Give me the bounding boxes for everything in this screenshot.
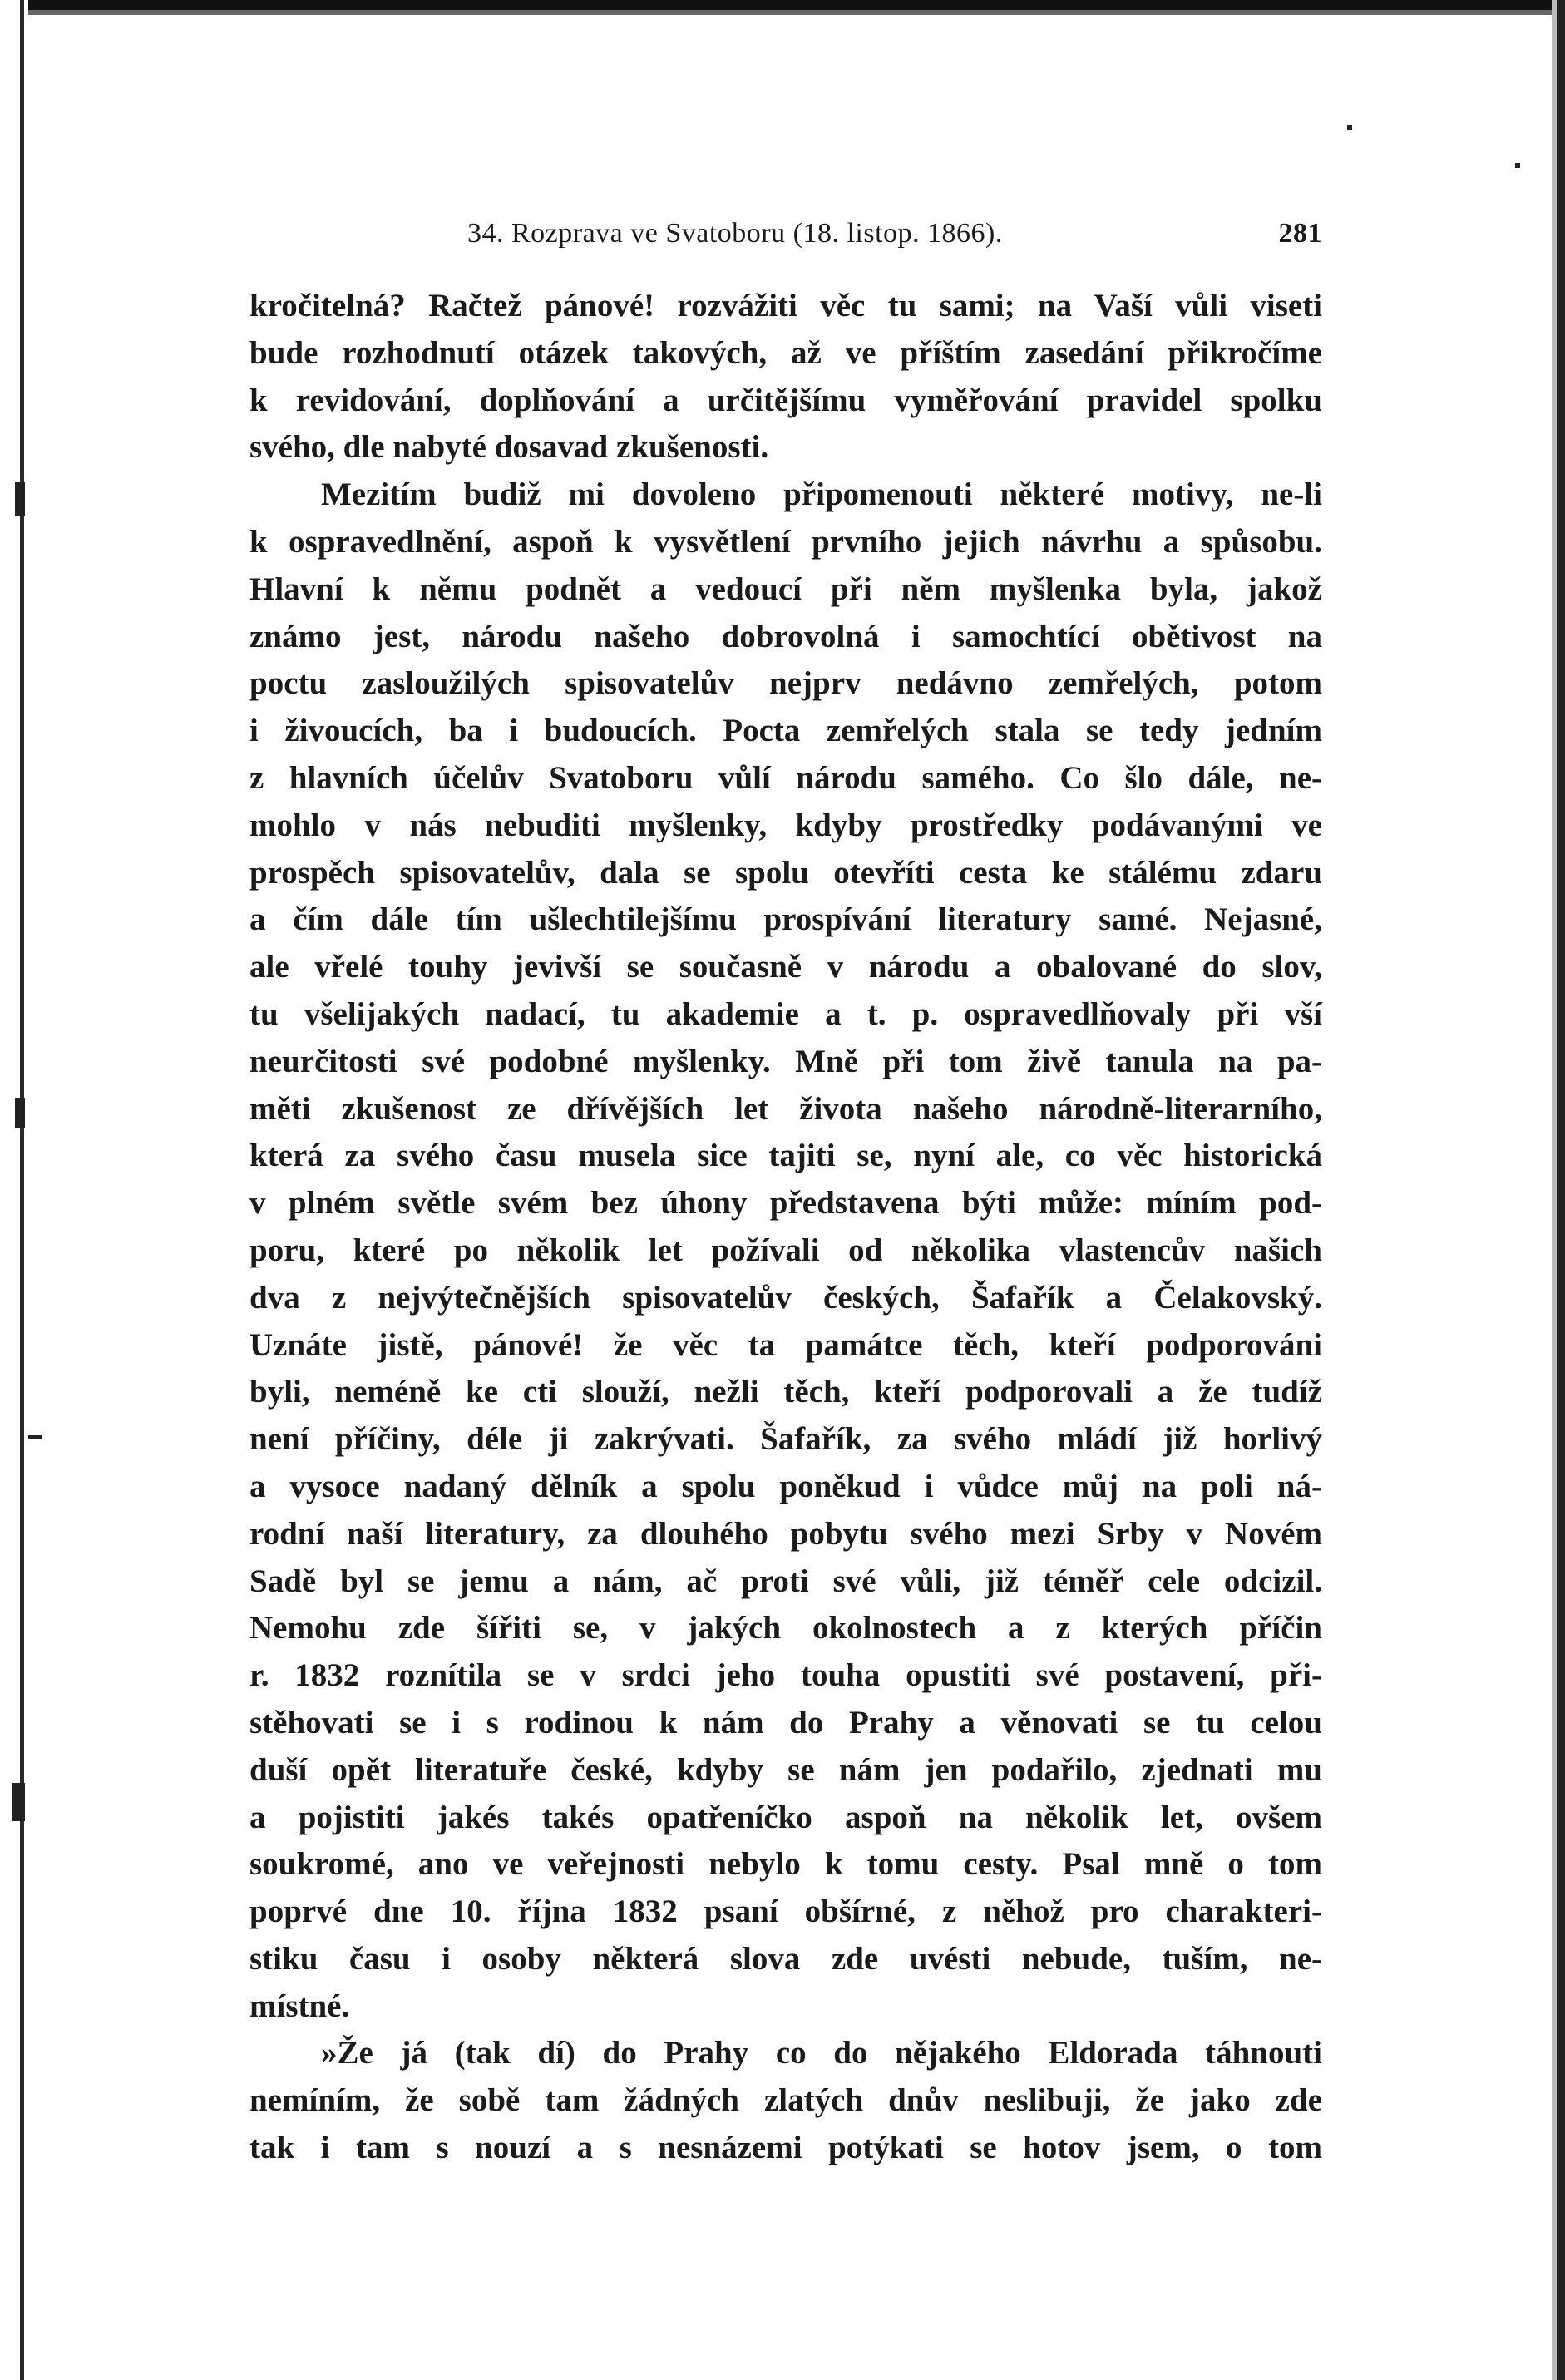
scan-right-edge <box>1552 0 1565 2380</box>
text-line: Nemohu zde šířiti se, v jakých okolnostech a z kterých příčin <box>249 1610 1322 1647</box>
text-line: která za svého času musela sice tajiti se, nyní ale, co věc historická <box>249 1138 1322 1174</box>
text-line: mohlo v nás nebuditi myšlenky, kdyby prostředky podávanými ve <box>249 807 1322 843</box>
text-line: Mezitím budiž mi dovoleno připomenouti některé motivy, ne-li <box>321 476 1322 513</box>
text-line: poprvé dne 10. října 1832 psaní obšírné, z něhož pro charakteri- <box>249 1894 1322 1930</box>
text-line: Sadě byl se jemu a nám, ač proti své vůli, již téměř cele odcizil. <box>249 1563 1322 1599</box>
text-line: poru, které po několik let požívali od několika vlastencův našich <box>249 1232 1322 1268</box>
text-line: r. 1832 roznítila se v srdci jeho touha opustiti své postavení, při- <box>249 1657 1322 1694</box>
body-text <box>249 283 1322 2172</box>
running-title: 34. Rozprava ve Svatoboru (18. listop. 1866). <box>467 218 1003 249</box>
text-line: svého, dle nabyté dosavad zkušenosti. <box>249 429 769 466</box>
text-line: nemíním, že sobě tam žádných zlatých dnův neslibuji, že jako zde <box>249 2082 1322 2119</box>
scan-left-edge <box>0 0 28 2380</box>
text-line: dva z nejvýtečnějších spisovatelův českých, Šafařík a Čelakovský. <box>249 1279 1322 1316</box>
text-line: i živoucích, ba i budoucích. Pocta zemřelých stala se tedy jedním <box>249 713 1322 749</box>
scan-top-edge <box>0 0 1565 15</box>
text-line: poctu zasloužilých spisovatelův nejprv nedávno zemřelých, potom <box>249 665 1322 702</box>
text-line: bude rozhodnutí otázek takových, až ve příštím zasedání přikročíme <box>249 334 1322 371</box>
text-line: kročitelná? Račtež pánové! rozvážiti věc tu sami; na Vaší vůli viseti <box>249 288 1322 323</box>
text-line: Uznáte jistě, pánové! že věc ta památce těch, kteří podporováni <box>249 1326 1322 1363</box>
text-line: prospěch spisovatelův, dala se spolu otevříti cesta ke stálému zdaru <box>249 854 1322 891</box>
text-line: ale vřelé touhy jevivší se současně v národu a obalované do slov, <box>249 949 1322 985</box>
text-line: a pojistiti jakés takés opatřeníčko aspoň na několik let, ovšem <box>249 1799 1322 1835</box>
text-line: tak i tam s nouzí a s nesnázemi potýkati se hotov jsem, o tom <box>249 2130 1322 2166</box>
text-line: a čím dále tím ušlechtilejšímu prospívání literatury samé. Nejasné, <box>249 901 1322 938</box>
page-number: 281 <box>1278 218 1322 249</box>
text-line: neurčitosti své podobné myšlenky. Mně při tom živě tanula na pa- <box>249 1043 1322 1079</box>
text-line: soukromé, ano ve veřejnosti nebylo k tomu cesty. Psal mně o tom <box>249 1846 1322 1883</box>
text-line: k ospravedlnění, aspoň k vysvětlení prvního jejich návrhu a spůsobu. <box>249 523 1322 560</box>
text-line: místné. <box>249 1987 350 2024</box>
text-line: stiku času i osoby některá slova zde uvésti nebude, tuším, ne- <box>249 1940 1322 1977</box>
text-line: duší opět literatuře české, kdyby se nám jen podařilo, zjednati mu <box>249 1751 1322 1788</box>
text-line: z hlavních účelův Svatoboru vůlí národu samého. Co šlo dále, ne- <box>249 759 1322 796</box>
text-line: není příčiny, déle ji zakrývati. Šafařík, za svého mládí již horlivý <box>249 1421 1322 1458</box>
text-line: tu všelijakých nadací, tu akademie a t. p. ospravedlňovaly při vší <box>249 995 1322 1032</box>
text-line: v plném světle svém bez úhony představena býti může: míním pod- <box>249 1185 1322 1222</box>
text-line: Hlavní k němu podnět a vedoucí při něm myšlenka byla, jakož <box>249 570 1322 607</box>
text-line: byli, neméně ke cti slouží, nežli těch, kteří podporovali a že tudíž <box>249 1374 1322 1410</box>
text-line: k revidování, doplňování a určitějšímu vyměřování pravidel spolku <box>249 382 1322 418</box>
text-line: známo jest, národu našeho dobrovolná i samochtící obětivost na <box>249 618 1322 654</box>
text-line: »Že já (tak dí) do Prahy co do nějakého Eldorada táhnouti <box>321 2035 1322 2071</box>
text-line: měti zkušenost ze dřívějších let života našeho národně-literarního, <box>249 1090 1322 1127</box>
text-line: a vysoce nadaný dělník a spolu poněkud i vůdce můj na poli ná- <box>249 1468 1322 1504</box>
text-line: stěhovati se i s rodinou k nám do Prahy a věnovati se tu celou <box>249 1704 1322 1741</box>
text-line: rodní naší literatury, za dlouhého pobytu svého mezi Srby v Novém <box>249 1515 1322 1552</box>
running-header <box>249 218 1322 254</box>
